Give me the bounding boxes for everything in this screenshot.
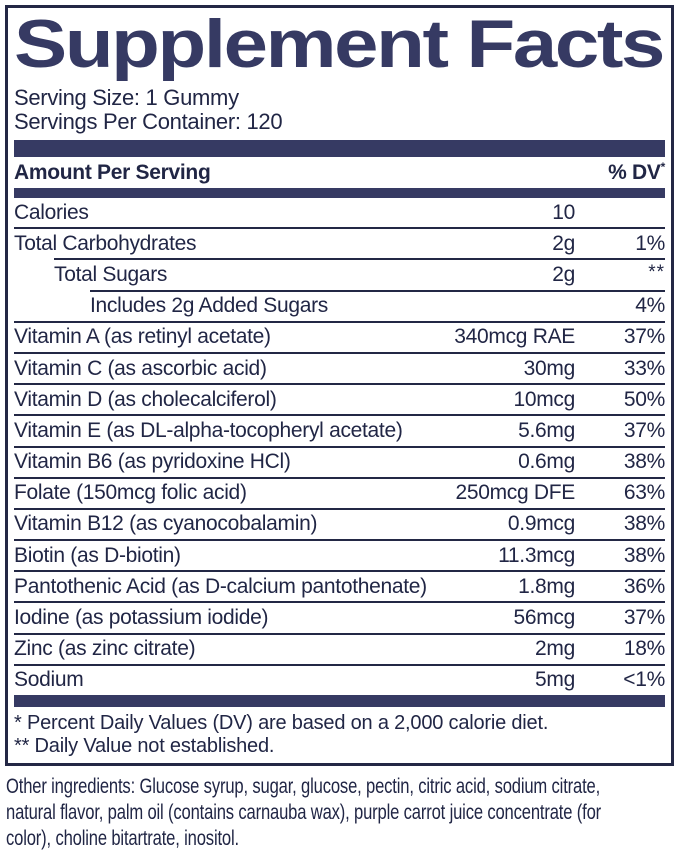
nutrient-row — [14, 414, 665, 445]
nutrient-name: Vitamin D (as cholecalciferol) — [14, 387, 277, 411]
nutrient-row — [90, 290, 665, 321]
nutrient-row — [14, 352, 665, 383]
nutrient-amount: 11.3mcg — [498, 543, 575, 567]
nutrient-dv: 37% — [623, 325, 665, 349]
footnote-daily-values: * Percent Daily Values (DV) are based on a 2,000 calorie diet. — [14, 712, 549, 734]
nutrient-amount: 2g — [552, 231, 575, 255]
nutrient-name: Vitamin A (as retinyl acetate) — [14, 325, 271, 349]
nutrient-name: Biotin (as D-biotin) — [14, 543, 181, 567]
servings-per-container-line: Servings Per Container: 120 — [14, 109, 283, 134]
panel-title-text: Supplement Facts — [14, 13, 664, 82]
nutrient-dv: 38% — [623, 512, 665, 536]
nutrient-dv: 18% — [623, 637, 665, 661]
nutrient-amount: 2g — [552, 262, 575, 286]
nutrient-amount: 5.6mg — [518, 418, 575, 442]
nutrient-dv: 63% — [623, 481, 665, 505]
nutrient-dv: 4% — [635, 294, 665, 318]
nutrient-name: Vitamin B12 (as cyanocobalamin) — [14, 512, 318, 536]
nutrient-name: Vitamin C (as ascorbic acid) — [14, 356, 267, 380]
supplement-facts-panel — [5, 5, 674, 766]
nutrient-amount: 2mg — [535, 637, 575, 661]
divider-bar-header — [14, 188, 665, 198]
panel-title — [14, 13, 665, 82]
nutrient-name: Iodine (as potassium iodide) — [14, 606, 269, 630]
nutrient-dv: 50% — [623, 387, 665, 411]
nutrient-amount: 1.8mg — [518, 574, 575, 598]
nutrient-amount: 10mcg — [513, 387, 575, 411]
nutrient-row — [14, 477, 665, 508]
nutrient-amount: 0.9mcg — [507, 512, 575, 536]
nutrient-dv: 1% — [635, 231, 665, 255]
nutrient-row — [14, 508, 665, 539]
nutrient-row — [14, 539, 665, 570]
other-ingredients-line-3: color), choline bitartrate, inositol. — [6, 827, 239, 850]
other-ingredients-line-2: natural flavor, palm oil (contains carnauba wax), purple carrot juice concentrate (for — [6, 801, 602, 824]
nutrient-row — [14, 446, 665, 477]
nutrient-dv: 36% — [623, 574, 665, 598]
footnote-not-established: ** Daily Value not established. — [14, 734, 275, 757]
column-header-row — [14, 157, 665, 188]
other-ingredients — [6, 774, 679, 852]
serving-info — [14, 86, 665, 134]
nutrient-row — [14, 664, 665, 695]
footnotes — [14, 707, 665, 763]
divider-bar-bottom — [14, 695, 665, 707]
nutrient-row — [14, 198, 665, 227]
nutrient-row — [14, 601, 665, 632]
divider-bar-top — [14, 140, 665, 157]
percent-dv-header — [608, 161, 665, 185]
nutrient-row — [14, 570, 665, 601]
nutrient-dv: 38% — [623, 450, 665, 474]
nutrient-row — [14, 383, 665, 414]
nutrient-row — [14, 633, 665, 664]
nutrient-dv: 33% — [623, 356, 665, 380]
nutrient-amount: 56mcg — [513, 606, 575, 630]
nutrient-amount: 10 — [552, 200, 575, 224]
amount-per-serving-header: Amount Per Serving — [14, 160, 211, 184]
nutrient-name: Zinc (as zinc citrate) — [14, 637, 196, 661]
nutrient-name: Sodium — [14, 668, 84, 692]
percent-dv-label: % DV — [608, 160, 661, 184]
nutrient-amount: 0.6mg — [518, 450, 575, 474]
nutrient-amount: 340mcg RAE — [454, 325, 575, 349]
other-ingredients-line-1: Other ingredients: Glucose syrup, sugar, glucose, pectin, citric acid, sodium citrate, — [6, 775, 601, 798]
nutrient-name: Total Carbohydrates — [14, 231, 197, 255]
nutrient-name: Pantothenic Acid (as D-calcium pantothenate) — [14, 574, 427, 598]
supplement-label-page — [0, 5, 679, 850]
dv-asterisk-mark: * — [660, 159, 665, 174]
nutrient-name: Vitamin B6 (as pyridoxine HCl) — [14, 450, 291, 474]
nutrient-name: Folate (150mcg folic acid) — [14, 481, 247, 505]
nutrient-row — [14, 227, 665, 258]
serving-size-line: Serving Size: 1 Gummy — [14, 85, 239, 110]
nutrient-dv: ** — [648, 262, 665, 284]
nutrient-row — [14, 321, 665, 352]
nutrient-amount: 5mg — [535, 668, 575, 692]
nutrient-dv: 37% — [623, 606, 665, 630]
nutrient-dv: 37% — [623, 418, 665, 442]
nutrient-table — [14, 198, 665, 695]
nutrient-name: Total Sugars — [54, 262, 168, 286]
nutrient-amount: 30mg — [523, 356, 575, 380]
nutrient-amount: 250mcg DFE — [455, 481, 575, 505]
nutrient-name: Includes 2g Added Sugars — [90, 294, 328, 318]
nutrient-dv: 38% — [623, 543, 665, 567]
nutrient-row — [54, 258, 665, 289]
nutrient-name: Calories — [14, 200, 89, 224]
nutrient-dv: <1% — [623, 668, 665, 692]
nutrient-name: Vitamin E (as DL-alpha-tocopheryl acetate) — [14, 418, 403, 442]
